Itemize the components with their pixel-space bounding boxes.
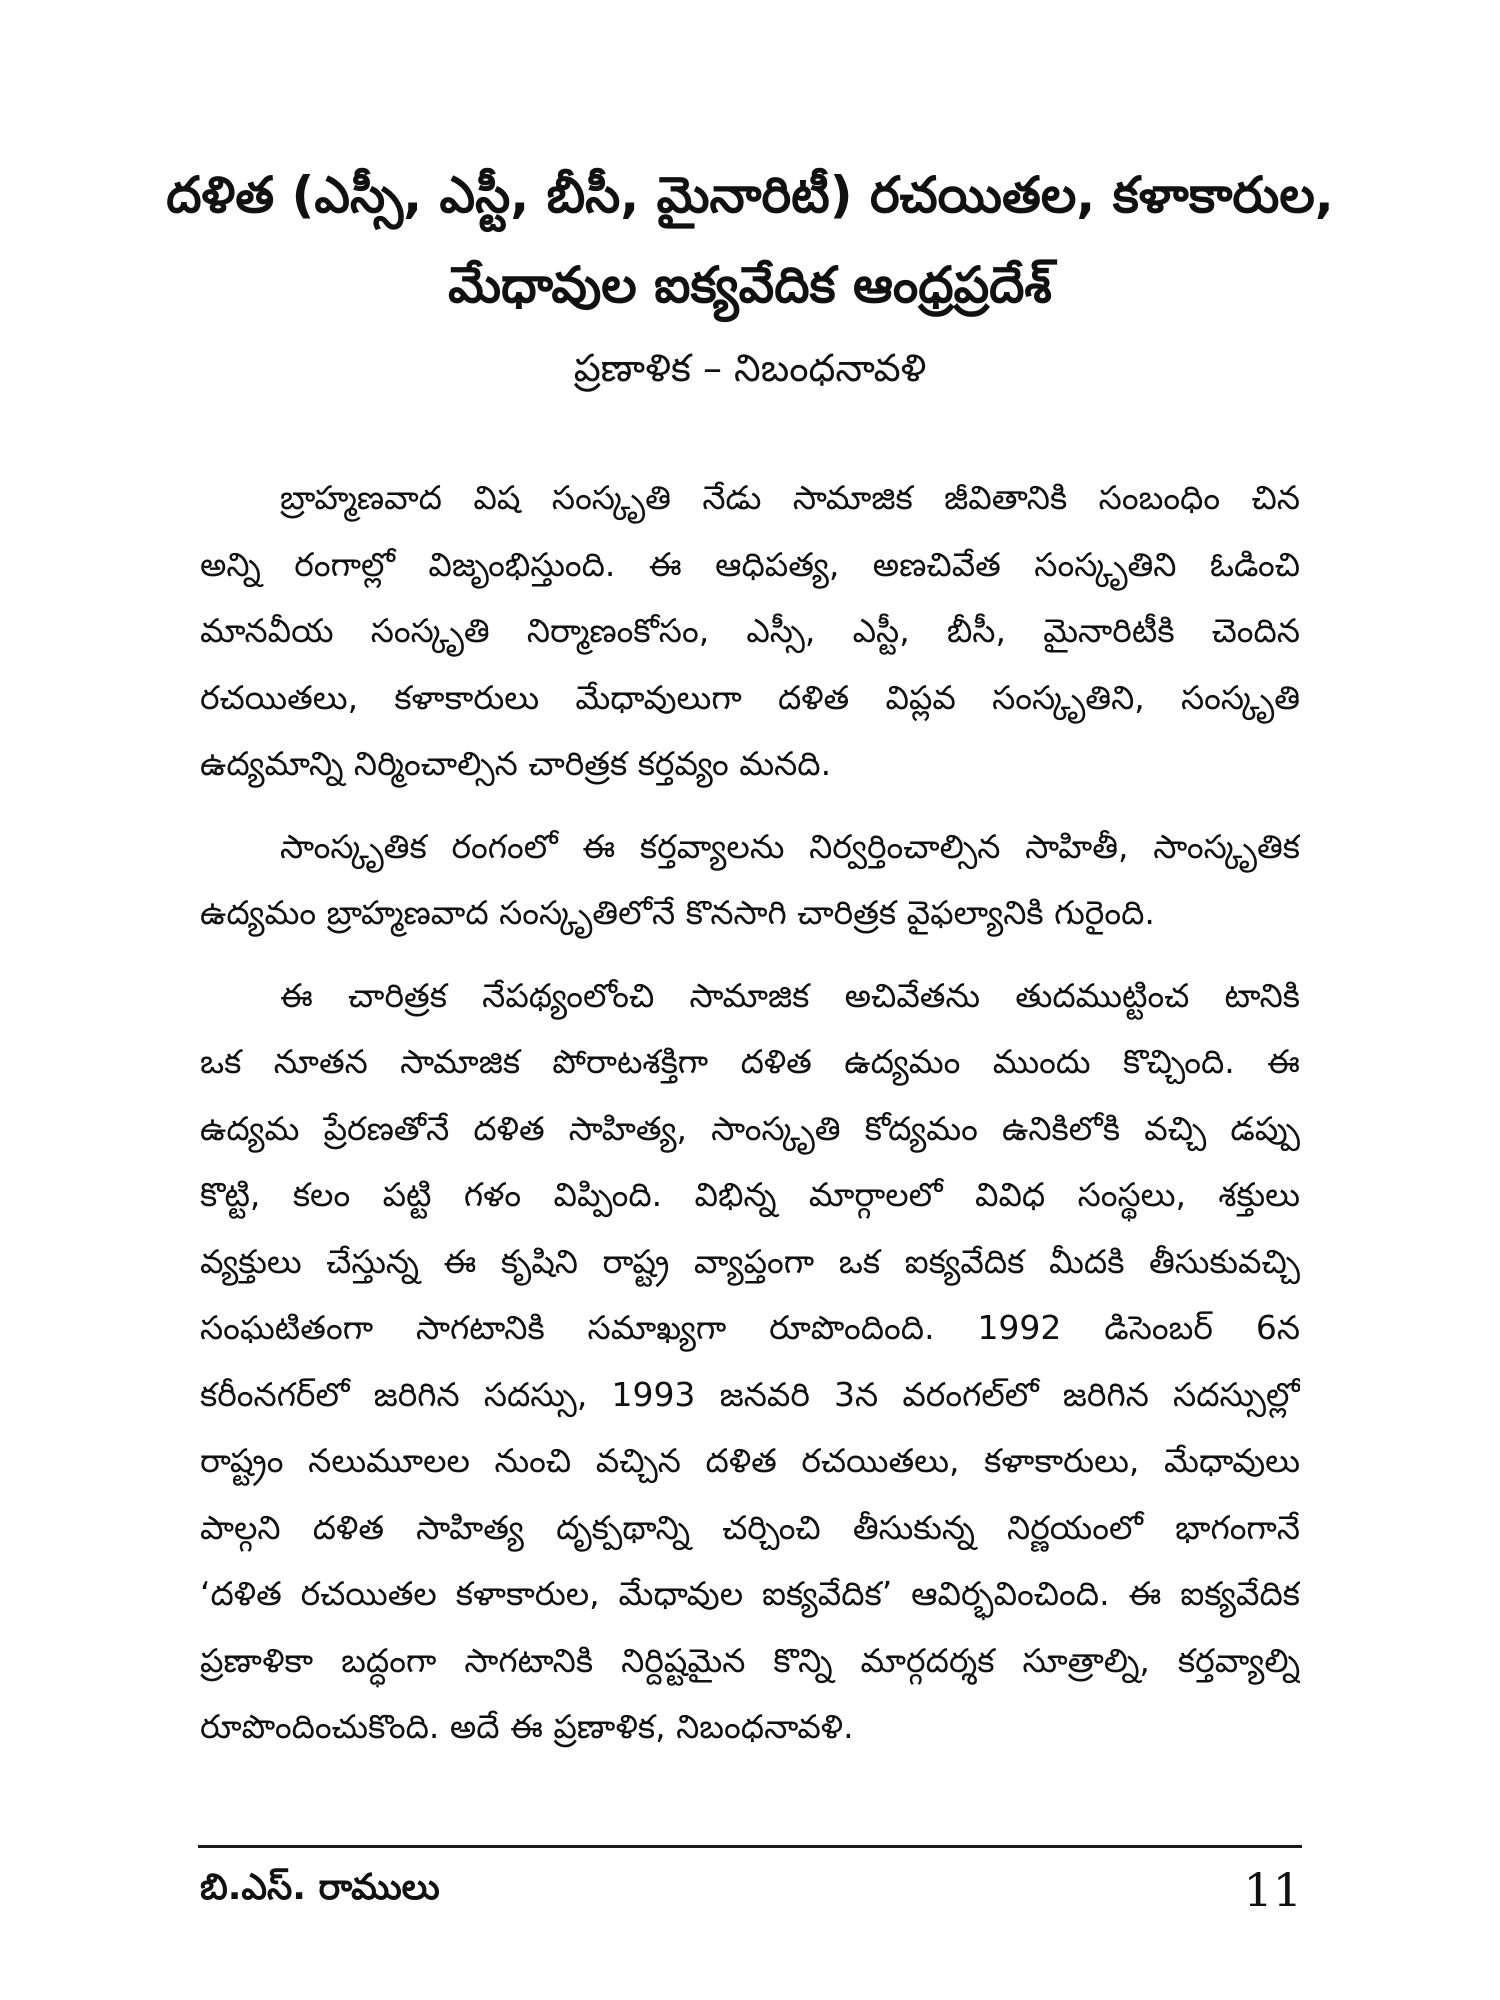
subtitle: ప్రణాళిక – నిబంధనావళి [573,346,927,390]
text-line: ఒక నూతన సామాజిక పోరాటశక్తిగా దళిత ఉద్యమం ముందు కొచ్చింది. ఈ [200,1042,1300,1081]
text-line: మానవీయ సంస్కృతి నిర్మాణంకోసం, ఎస్సీ, ఎస్టీ, బీసీ, మైనారిటీకి చెందిన [200,611,1300,650]
page-number: 11 [1243,1863,1302,1917]
text-line: ప్రణాళికా బద్ధంగా సాగటానికి నిర్దిష్టమైన కొన్ని మార్గదర్శక సూత్రాల్ని, కర్తవ్యాల్ని [200,1640,1300,1680]
text-line: ఉద్యమం బ్రాహ్మణవాద సంస్కృతిలోనే కొనసాగి చారిత్రక వైఫల్యానికి గురైంది. [200,893,1155,932]
text-line: పాల్గని దళిత సాహిత్య దృక్పథాన్ని చర్చించి తీసుకున్న నిర్ణయంలో భాగంగానే [200,1507,1300,1547]
text-line: అన్ని రంగాల్లో విజృంభిస్తుంది. ఈ ఆధిపత్య, అణచివేత సంస్కృతిని ఓడించి [200,544,1300,584]
author-name: బి.ఎస్. రాములు [200,1867,440,1908]
paragraph-2 [200,814,1300,947]
text-line: ఈ చారిత్రక నేపథ్యంలోంచి సామాజిక అచివేతను తుదముట్టించ టానికి [280,975,1300,1015]
text-line: కొట్టి, కలం పట్టి గళం విప్పింది. విభిన్న మార్గాలలో వివిధ సంస్థలు, శక్తులు [200,1175,1300,1214]
text-line: కరీంనగర్‌లో జరిగిన సదస్సు, 1993 జనవరి 3న వరంగల్‌లో జరిగిన సదస్సుల్లో [200,1374,1300,1414]
body-text [200,465,1300,1777]
title-line-1: దళిత (ఎస్సీ, ఎస్టీ, బీసీ, మైనారిటీ) రచయితల, కళాకారుల, [166,166,1334,224]
text-line: రచయితలు, కళాకారులు మేధావులుగా దళిత విప్లవ సంస్కృతిని, సంస్కృతి [200,677,1300,717]
text-line: ఉద్యమ ప్రేరణతోనే దళిత సాహిత్య, సాంస్కృతి కోద్యమం ఉనికిలోకి వచ్చి డప్పు [200,1108,1300,1148]
text-line: సంఘటితంగా సాగటానికి సమాఖ్యగా రూపొందింది. 1992 డిసెంబర్ 6న [200,1308,1300,1347]
text-line: ఉద్యమాన్ని నిర్మించాల్సిన చారిత్రక కర్తవ్యం మనది. [200,744,832,783]
text-line: ‘దళిత రచయితల కళాకారుల, మేధావుల ఐక్యవేదిక’ ఆవిర్భవించింది. ఈ ఐక్యవేదిక [200,1574,1300,1613]
text-line: వ్యక్తులు చేస్తున్న ఈ కృషిని రాష్ట్ర వ్యాప్తంగా ఒక ఐక్యవేదిక మీదకి తీసుకువచ్చి [200,1241,1300,1281]
text-line: రాష్ట్రం నలుమూలల నుంచి వచ్చిన దళిత రచయితలు, కళాకారులు, మేధావులు [200,1441,1300,1480]
text-line: రూపొందించుకొంది. అదే ఈ ప్రణాళిక, నిబంధనావళి. [200,1707,854,1746]
text-line: బ్రాహ్మణవాద విష సంస్కృతి నేడు సామాజిక జీవితానికి సంబంధిం చిన [280,478,1300,517]
footer-divider [198,1845,1302,1848]
text-line: సాంస్కృతిక రంగంలో ఈ కర్తవ్యాలను నిర్వర్తించాల్సిన సాహితీ, సాంస్కృతిక [280,826,1300,866]
paragraph-1 [200,465,1300,798]
title-line-2: మేధావుల ఐక్యవేదిక ఆంధ్రప్రదేశ్ [448,256,1052,314]
paragraph-3 [200,963,1300,1761]
